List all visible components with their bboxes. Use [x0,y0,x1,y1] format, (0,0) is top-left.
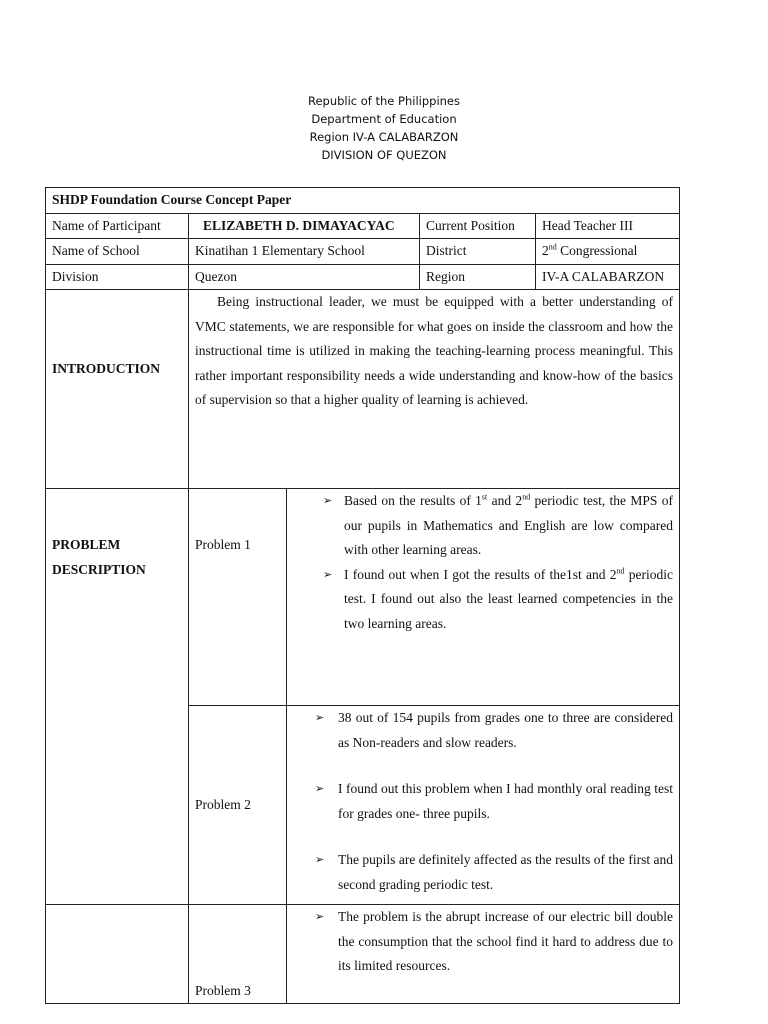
region-value: IV-A CALABARZON [536,264,680,290]
table-title: SHDP Foundation Course Concept Paper [46,188,680,214]
list-item: ➢ I found out when I got the results of the1st and 2nd periodic test. I found out also the least learned competencies in the two learning areas. [293,563,673,637]
list-item: ➢ The pupils are definitely affected as the results of the first and second grading periodic test. [293,848,673,897]
concept-paper-table [45,187,680,1004]
introduction-text: Being instructional leader, we must be equipped with a better understanding of VMC statements, we are responsible for what goes on inside the classroom and how the instructional time is utilized in making the teaching-learning process meaningful. This rather important responsibility needs a wide understanding and know-how of the basics of supervision so that a higher quality of learning is achieved. [195,294,673,407]
arrowhead-bullet-icon: ➢ [323,567,333,581]
arrowhead-bullet-icon: ➢ [323,494,333,507]
introduction-label: INTRODUCTION [46,290,189,489]
arrowhead-bullet-icon: ➢ [315,711,325,724]
header-division: DIVISION OF QUEZON [321,148,447,162]
problem-1-content [287,489,680,706]
header-department: Department of Education [311,112,457,126]
introduction-text-cell [189,290,680,489]
district-value: 2nd Congressional [536,239,680,265]
empty-cell [46,905,189,1004]
list-item: ➢ Based on the results of 1st and 2nd periodic test, the MPS of our pupils in Mathematics and English are low compared with other learning areas. [293,489,673,563]
problem-2-content [287,706,680,905]
arrowhead-bullet-icon: ➢ [315,782,325,795]
problem-3-content [287,905,680,1004]
document-header [0,92,768,164]
division-value: Quezon [189,264,420,290]
problem-1-label: Problem 1 [189,489,287,706]
list-item: ➢ 38 out of 154 pupils from grades one to three are considered as Non-readers and slow readers. [293,706,673,755]
participant-value: ELIZABETH D. DIMAYACYAC [189,213,420,239]
problem-description-label: PROBLEM DESCRIPTION [46,489,189,905]
school-label: Name of School [46,239,189,265]
list-item: ➢ The problem is the abrupt increase of our electric bill double the consumption that the school find it hard to address due to its limited resources. [293,905,673,979]
region-label: Region [420,264,536,290]
list-item: ➢ I found out this problem when I had monthly oral reading test for grades one- three pupils. [293,777,673,826]
school-value: Kinatihan 1 Elementary School [189,239,420,265]
header-republic: Republic of the Philippines [307,94,461,108]
problem-3-label: Problem 3 [189,905,287,1004]
header-region: Region IV-A CALABARZON [309,130,459,144]
position-value: Head Teacher III [536,213,680,239]
arrowhead-bullet-icon: ➢ [315,910,325,923]
participant-label: Name of Participant [46,213,189,239]
problem-2-label: Problem 2 [189,706,287,905]
arrowhead-bullet-icon: ➢ [315,853,325,866]
division-label: Division [46,264,189,290]
position-label: Current Position [420,213,536,239]
district-label: District [420,239,536,265]
